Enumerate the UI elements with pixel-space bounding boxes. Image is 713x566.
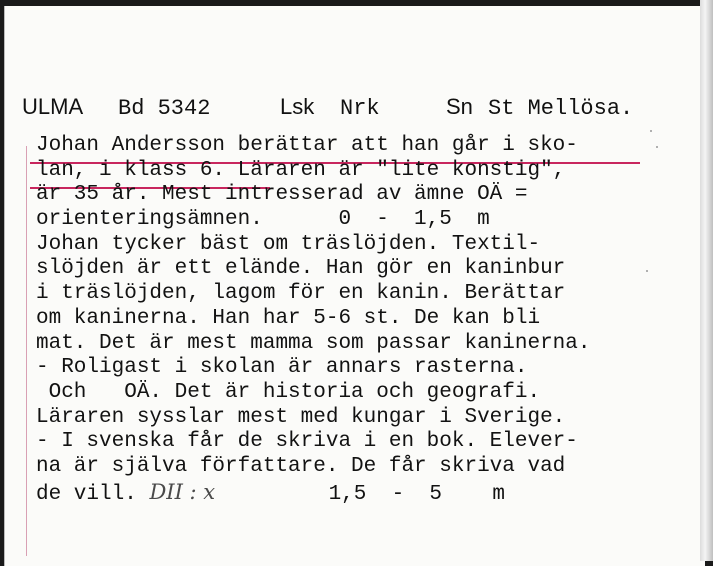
card-header: [22, 94, 673, 124]
text-line: Johan Andersson berättar att han går i sko-: [36, 134, 578, 157]
archive-code: ULMA: [22, 94, 84, 119]
parish-label: Sn: [446, 94, 473, 119]
province-code: Nrk: [340, 96, 380, 121]
margin-line: [26, 146, 27, 556]
measure-range: 1,5 - 5 m: [328, 482, 505, 506]
text-line: om kaninerna. Han har 5-6 st. De kan bli: [36, 306, 541, 330]
dust-speck: [650, 130, 652, 132]
text-line: mat. Det är mest mamma som passar kaninerna.: [36, 331, 591, 355]
text-line: i träslöjden, lagom för en kanin. Berättar: [36, 282, 566, 306]
text-line: orienteringsämnen. 0 - 1,5 m: [36, 208, 490, 232]
text-line: lan, i klass 6. Läraren är "lite konstig",: [36, 158, 566, 182]
handwritten-note: DII : x: [149, 479, 216, 504]
text-line-last: [36, 480, 686, 505]
record-number: Bd 5342: [118, 96, 211, 121]
text-line: na är själva författare. De får skriva vad: [36, 454, 566, 478]
text-line: - I svenska får de skriva i en bok. Elever-: [36, 430, 578, 454]
text-line: Läraren sysslar mest med kungar i Sverige.: [36, 405, 566, 429]
text-line: slöjden är ett elände. Han gör en kaninbur: [36, 257, 566, 281]
card-edge: [700, 0, 713, 561]
interview-text: [36, 134, 686, 504]
dust-speck: [646, 270, 648, 272]
text-line: - Roligast i skolan är annars rasterna.: [36, 356, 528, 380]
text-line: Johan tycker bäst om träslöjden. Textil-: [36, 232, 541, 256]
text-line: Och OÄ. Det är historia och geografi.: [36, 380, 541, 404]
region-code: Lsk: [280, 94, 315, 119]
text-line: de vill.: [36, 482, 137, 506]
text-line: är 35 år. Mest intresserad av ämne OÄ =: [36, 183, 528, 207]
dust-speck: [656, 146, 658, 148]
parish-name: St Mellösa.: [488, 96, 634, 121]
